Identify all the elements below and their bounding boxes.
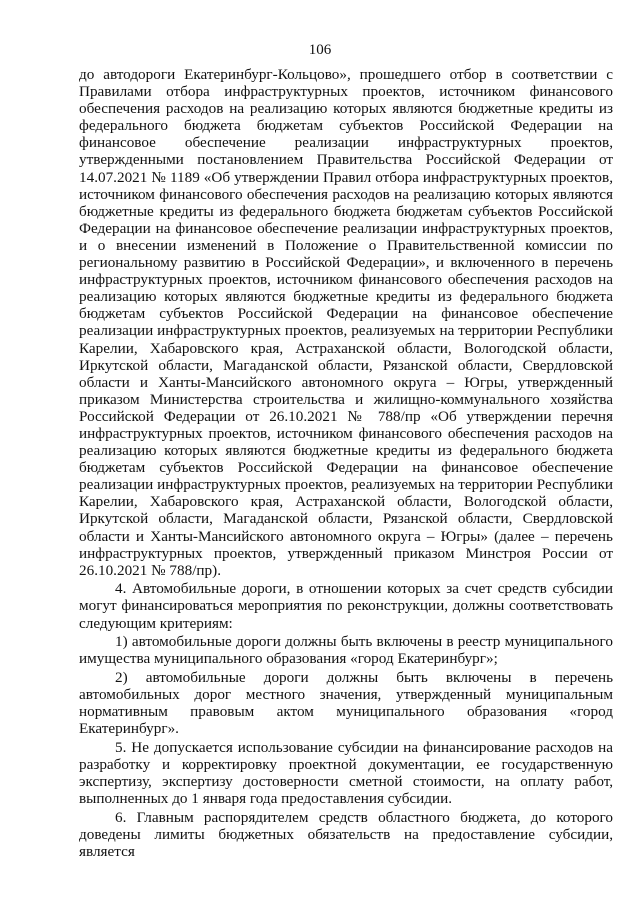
paragraph-subitem-2: 2) автомобильные дороги должны быть включены в перечень автомобильных дорог местного значения, утвержденный муниципальным нормативным правовым актом муниципального образования «город Екатеринбург».: [79, 668, 613, 738]
paragraph-item-6: 6. Главным распорядителем средств областного бюджета, до которого доведены лимиты бюджетных обязательств на предоставление субсидии, является: [79, 808, 613, 860]
document-body: [79, 66, 613, 860]
paragraph-continuation: до автодороги Екатеринбург-Кольцово», прошедшего отбор в соответствии с Правилами отбора инфраструктурных проектов, источником финансового обеспечения расходов на реализацию которых являются бюджетные кредиты из федерального бюджета бюджетам субъектов Российской Федерации на финансовое обеспечение реализации инфраструктурных проектов, утвержденными постановлением Правительства Российской Федерации от 14.07.2021 № 1189 «Об утверждении Правил отбора инфраструктурных проектов, источником финансового обеспечения расходов на реализацию которых являются бюджетные кредиты из федерального бюджета бюджетам субъектов Российской Федерации на финансовое обеспечение реализации инфраструктурных проектов, и о внесении изменений в Положение о Правительственной комиссии по региональному развитию в Российской Федерации», и включенного в перечень инфраструктурных проектов, источником финансового обеспечения расходов на реализацию которых являются бюджетные кредиты из федерального бюджета бюджетам субъектов Российской Федерации на финансовое обеспечение реализации инфраструктурных проектов, реализуемых на территории Республики Карелии, Хабаровского края, Астраханской области, Вологодской области, Иркутской области, Магаданской области, Рязанской области, Свердловской области и Ханты-Мансийского автономного округа – Югры, утвержденный приказом Министерства строительства и жилищно-коммунального хозяйства Российской Федерации от 26.10.2021 № 788/пр «Об утверждении перечня инфраструктурных проектов, источником финансового обеспечения расходов на реализацию которых являются бюджетные кредиты из федерального бюджета бюджетам субъектов Российской Федерации на финансовое обеспечение реализации инфраструктурных проектов, реализуемых на территории Республики Карелии, Хабаровского края, Астраханской области, Вологодской области, Иркутской области, Магаданской области, Рязанской области, Свердловской области и Ханты-Мансийского автономного округа – Югры» (далее – перечень инфраструктурных проектов, утвержденный приказом Минстроя России от 26.10.2021 № 788/пр).: [79, 66, 613, 579]
page-number: 106: [308, 42, 332, 58]
paragraph-item-5: 5. Не допускается использование субсидии на финансирование расходов на разработку и корректировку проектной документации, ее государственную экспертизу, экспертизу достоверности сметной стоимости, на оплату работ, выполненных до 1 января года предоставления субсидии.: [79, 738, 613, 807]
paragraph-subitem-1: 1) автомобильные дороги должны быть включены в реестр муниципального имущества муниципального образования «город Екатеринбург»;: [79, 633, 613, 668]
paragraph-item-4: 4. Автомобильные дороги, в отношении которых за счет средств субсидии могут финансироваться мероприятия по реконструкции, должны соответствовать следующим критериям:: [79, 580, 613, 632]
